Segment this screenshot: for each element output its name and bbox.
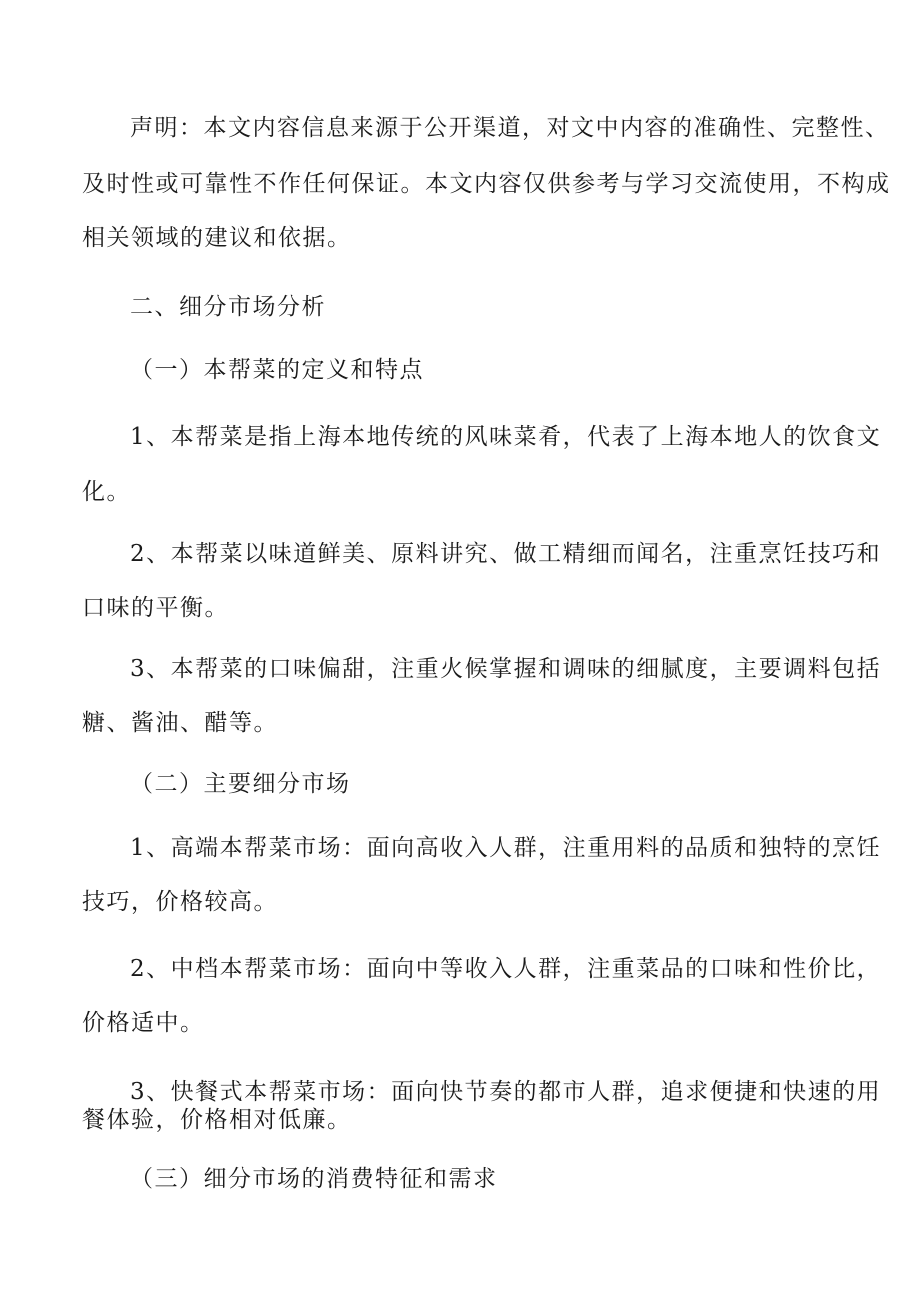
disclaimer-line-1: 声明：本文内容信息来源于公开渠道，对文中内容的准确性、完整性、: [130, 115, 890, 141]
subsection-heading-3: （三）细分市场的消费特征和需求: [130, 1166, 498, 1192]
disclaimer-line-2: 及时性或可靠性不作任何保证。本文内容仅供参考与学习交流使用，不构成: [82, 171, 891, 197]
paragraph-2-1-line-1: 1、高端本帮菜市场：面向高收入人群，注重用料的品质和独特的烹饪: [130, 835, 882, 861]
paragraph-2-2-line-2: 价格适中。: [82, 1010, 205, 1036]
paragraph-1-3-line-2: 糖、酱油、醋等。: [82, 710, 278, 736]
paragraph-2-1-line-2: 技巧，价格较高。: [82, 889, 278, 915]
paragraph-2-3-line-2: 餐体验，价格相对低廉。: [82, 1107, 352, 1133]
subsection-heading-1: （一）本帮菜的定义和特点: [130, 357, 424, 383]
paragraph-2-2-line-1: 2、中档本帮菜市场：面向中等收入人群，注重菜品的口味和性价比，: [130, 956, 882, 982]
disclaimer-line-3: 相关领域的建议和依据。: [82, 225, 352, 251]
paragraph-1-3-line-1: 3、本帮菜的口味偏甜，注重火候掌握和调味的细腻度，主要调料包括: [130, 656, 882, 682]
paragraph-1-1-line-2: 化。: [82, 479, 131, 505]
paragraph-2-3-line-1: 3、快餐式本帮菜市场：面向快节奏的都市人群，追求便捷和快速的用: [130, 1079, 882, 1105]
paragraph-1-2-line-1: 2、本帮菜以味道鲜美、原料讲究、做工精细而闻名，注重烹饪技巧和: [130, 541, 882, 567]
subsection-heading-2: （二）主要细分市场: [130, 771, 351, 797]
paragraph-1-2-line-2: 口味的平衡。: [82, 595, 229, 621]
section-heading: 二、细分市场分析: [130, 294, 326, 320]
paragraph-1-1-line-1: 1、本帮菜是指上海本地传统的风味菜肴，代表了上海本地人的饮食文: [130, 424, 882, 450]
